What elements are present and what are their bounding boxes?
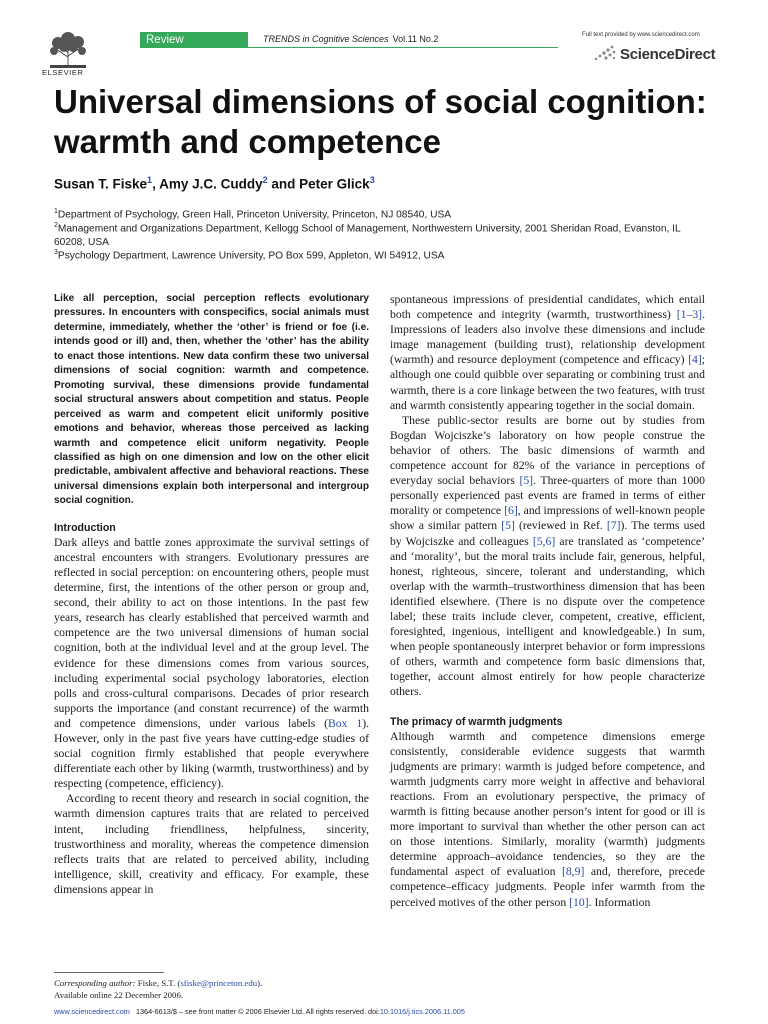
footnote-author: Fiske, S.T. [137,977,176,988]
body-text: ). The terms used by Wojciszke and colleagues [390,519,705,548]
affiliation-number: 2 [54,222,58,229]
author-separator: and [267,176,300,192]
body-text: . Information [588,895,651,909]
reference-link[interactable]: [5] [519,474,534,488]
affiliation-number: 1 [54,208,58,215]
footer-doi-link[interactable]: 10.1016/j.tics.2006.11.005 [379,1007,465,1016]
sciencedirect-dots-icon [592,44,618,62]
reference-link[interactable]: [8,9] [561,865,585,879]
journal-name: TRENDS in Cognitive Sciences [263,34,389,44]
journal-info [263,34,438,44]
reference-link[interactable]: [4] [688,353,702,367]
section-heading-introduction: Introduction [54,521,116,534]
affiliation [54,246,714,263]
body-text: ). However, only in the past five years have cutting-edge studies of social cognition firmly established that people everywhere differentiate each other by liking (warmth, trustworthiness) and by respecting (competence, efficiency). [54,716,370,791]
author-affiliation-mark[interactable]: 2 [262,175,268,185]
article-title: Universal dimensions of social cognition: warmth and competence [54,83,707,160]
footer-site-link[interactable]: www.sciencedirect.com [54,1007,130,1016]
abstract: Like all perception, social perception reflects evolutionary pressures. In encounters with conspecifics, social animals must determine, immediately, whether the ‘other’ is friend or foe (i.e. intends good or ill) and, then, whether the ‘other’ has the ability to enact those intentions. New data confirm these two universal dimensions of social cognition: warmth and competence. Promoting survival, these dimensions provide fundamental social structural answers about competition and status. People perceived as warm and competent elicit uniformly positive emotions and behavior, whereas those perceived as lacking warmth and competence elicit uniform negativity. People classified as high on one dimension and low on the other elicit predictable, ambivalent affective and behavioral reactions. These universal dimensions explain both interpersonal and intergroup social cognition. [54,293,369,507]
body-paragraph [390,729,705,910]
body-text: These public-sector results are borne out by studies from Bogdan Wojciszke’s laboratory on how people construe the behavior of others. The basic dimensions of warmth and competence account for 82% of the variance in perceptions of everyday social behaviors [390,413,705,488]
left-column [54,292,369,897]
body-text: (reviewed in Ref. [514,519,607,533]
section-label: Review [146,34,184,46]
affiliation-text: Management and Organizations Department, Kellogg School of Management, Northwestern University, 2001 Sheridan Road, Evanston, IL 60208, USA [54,223,681,249]
body-paragraph [390,413,705,700]
body-text: and, therefore, precede competence–efficacy judgments. People infer warmth from the perceived motives of the other person [390,865,705,909]
body-text: . Three-quarters of more than 1000 personally experienced past events are framed in terms of either morality or competence [390,474,705,518]
body-paragraph: According to recent theory and research in social cognition, the warmth dimension captures traits that are related to perceived intent, including friendliness, helpfulness, sincerity, trustworthiness and morality, whereas the competence dimension reflects traits that are related to perceived ability, including intelligence, skill, creativity and efficacy. For example, these dimensions appear in [54,792,369,896]
author-affiliation-mark[interactable]: 1 [147,175,153,185]
author-list [54,175,375,192]
page-footer [54,1007,465,1016]
body-text: . Impressions of leaders also involve these dimensions and include image management (building trust), relationship development (warmth) and resource deployment (competence and efficacy) [390,308,705,367]
author-name: Peter Glick [299,176,370,192]
right-column [390,292,705,910]
affiliation-text: Psychology Department, Lawrence University, PO Box 599, Appleton, WI 54912, USA [57,250,445,262]
body-paragraph [390,292,705,413]
box-link[interactable]: Box 1 [328,716,363,730]
body-text: are translated as ‘competence’ and ‘morality’, but the moral traits include fair, generous, helpful, honest, righteous, sincere, tolerant and understanding, which overlap with the warmth–trustworthiness dimension that has been identified elsewhere. (There is no dispute over the competence label; these traits include clever, competent, creative, efficient, foresighted, ingenious, intelligent and knowledgeable.) In sum, when people spontaneously interpret behavior or form impressions of others, warmth and competence form basic dimensions that, together, account almost entirely for how people characterize others. [390,534,705,699]
available-online: Available online 22 December 2006. [54,989,184,1000]
author-name: Susan T. Fiske [54,176,148,192]
fulltext-note[interactable]: Full text provided by www.sciencedirect.com [582,32,700,38]
author-separator: , [152,176,160,192]
journal-volume: Vol.11 No.2 [392,34,439,44]
body-text: , and impressions of well-known people show a similar pattern [390,504,705,533]
footnote-rule [54,972,164,973]
sciencedirect-logo[interactable]: ScienceDirect [620,46,716,63]
reference-link[interactable]: [5] [501,519,515,533]
body-text: Dark alleys and battle zones approximate the survival settings of ancestral encounters with strangers. Evolutionary pressures are reflected in social perception: on encountering others, people must determine, first, the intentions of the other person or group and, second, their ability to act on those intentions. In the past few years, research has clearly established that perceived warmth and competence are the two universal dimensions of human social cognition, both at the individual level and at the group level. The evidence for these dimensions comes from various sources, including experimental social psychology laboratories, election polls and cross-cultural comparisons. Decades of prior research supports the importance (and constant recurrence) of the warmth and competence dimensions, under various labels ( [54,535,369,730]
affiliation-number: 3 [54,249,58,256]
body-paragraph [54,535,369,792]
reference-link[interactable]: [7] [606,519,621,533]
publisher-logo-text: ELSEVIER [42,68,84,77]
reference-link[interactable]: [5,6] [532,534,556,548]
author-email-link[interactable]: sfiske@princeton.edu [180,977,258,988]
footer-issn: 1364-6613/$ – see front matter © 2006 Elsevier Ltd. All rights reserved. doi: [135,1007,380,1016]
body-text: spontaneous impressions of presidential candidates, which entail both competence and integrity (warmth, trustworthiness) [390,293,705,322]
reference-link[interactable]: [1–3] [676,308,703,322]
corresponding-author-footnote: Corresponding author: Fiske, S.T. (sfiske@princeton.edu). Available online 22 December 2006. [54,972,369,1001]
header-rule [140,47,558,48]
footnote-label: Corresponding author: [54,977,136,988]
affiliation-text: Department of Psychology, Green Hall, Princeton University, Princeton, NJ 08540, USA [57,209,452,221]
reference-link[interactable]: [10] [569,895,589,909]
body-text: ; although one could quibble over separating or combining trust and warmth, there is a core linkage between the two features, with trust and warmth consistently appearing together in the social domain. [390,353,705,412]
author-affiliation-mark[interactable]: 3 [369,175,375,185]
body-text: Although warmth and competence dimensions emerge consistently, considerable evidence suggests that warmth judgments are primary: warmth is judged before competence, and warmth judgments carry more weight in affective and behavioral reactions. From an evolutionary perspective, the primacy of warmth is fitting because another person’s intent for good or ill is more important to survival than whether the other person can act on those intentions. Similarly, morality (warmth) judgments determine approach–avoidance tendencies, so they are the fundamental aspect of evaluation [390,729,705,879]
section-heading-primacy: The primacy of warmth judgments [390,715,563,728]
reference-link[interactable]: [6] [504,504,518,518]
author-name: Amy J.C. Cuddy [159,176,263,192]
